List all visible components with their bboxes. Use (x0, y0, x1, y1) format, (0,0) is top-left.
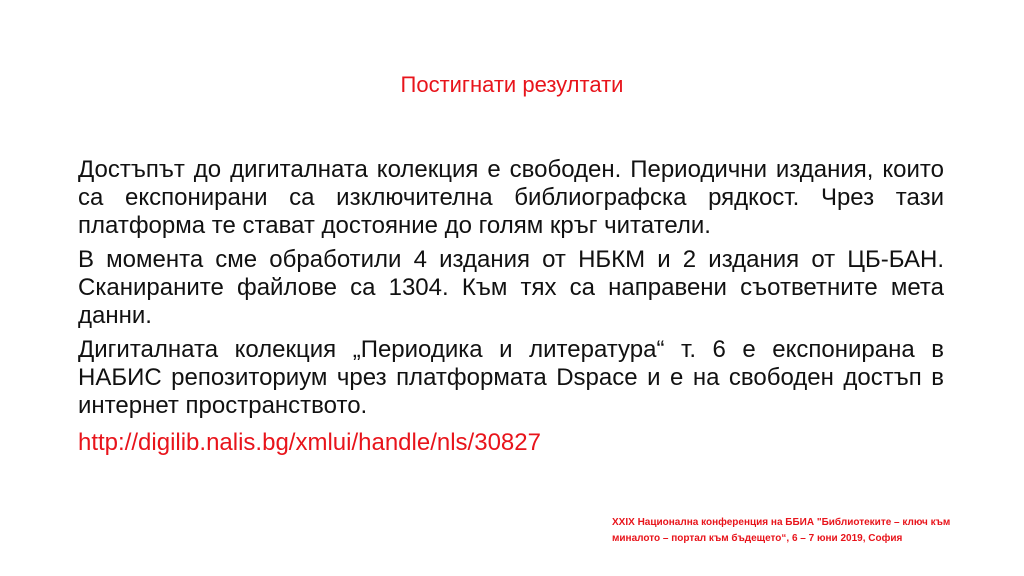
paragraph-progress: В момента сме обработили 4 издания от НБКМ и 2 издания от ЦБ-БАН. Сканираните файлове са 1304. Към тях са направени съответните мета данни. (78, 246, 944, 329)
paragraph-access: Достъпът до дигиталната колекция е свободен. Периодични издания, които са експонирани са изключителна библиографска рядкост. Чрез тази платформа те стават достояние до голям кръг читатели. (78, 156, 944, 239)
paragraph-collection: Дигиталната колекция „Периодика и литература“ т. 6 е експонирана в НАБИС репозиториум чрез платформата Dspace и е на свободен достъп в интернет пространството. (78, 336, 944, 419)
slide-title: Постигнати резултати (400, 72, 624, 97)
slide-body (78, 156, 944, 458)
repository-link[interactable]: http://digilib.nalis.bg/xmlui/handle/nls/30827 (78, 429, 541, 456)
conference-footer: XXIX Национална конференция на ББИА "Библиотеките – ключ към миналото – портал към бъдещето“, 6 – 7 юни 2019, София (612, 517, 951, 544)
